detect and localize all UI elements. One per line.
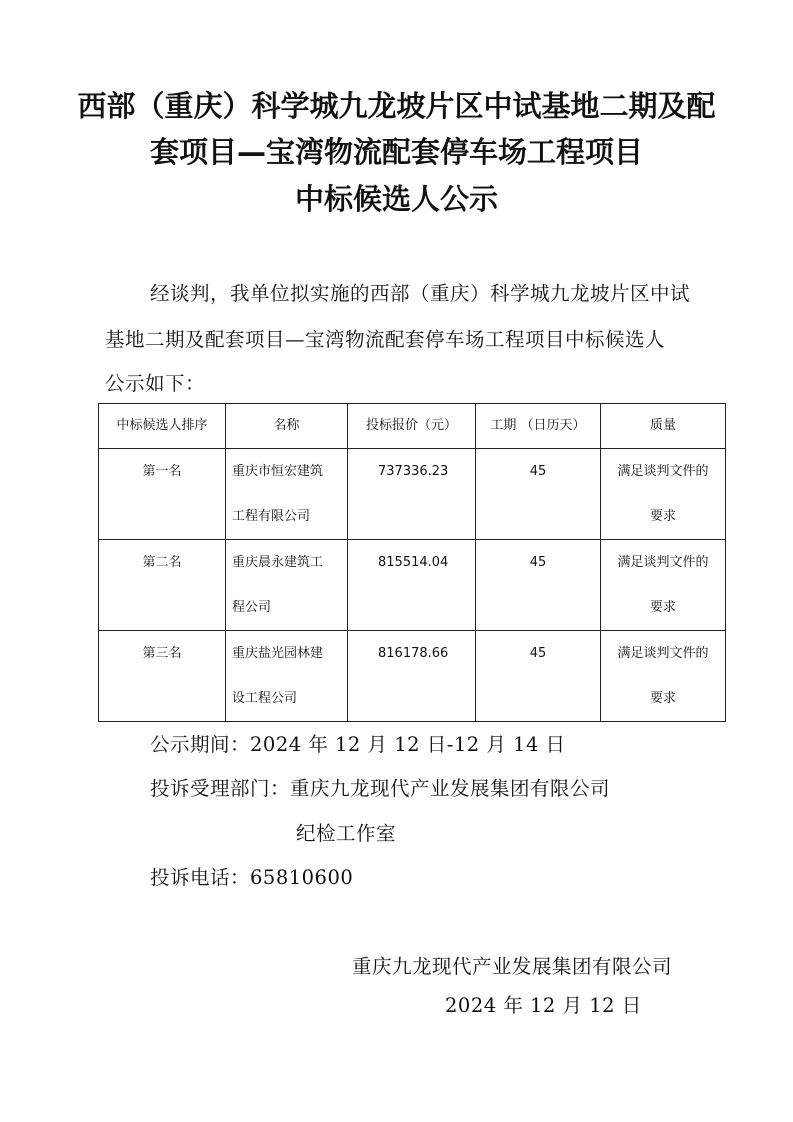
intro-line-2: 基地二期及配套项目—宝湾物流配套停车场工程项目中标候选人 [105, 328, 666, 351]
notice-complaint-phone: 投诉电话：65810600 [150, 866, 354, 889]
cell-rank: 第三名 [99, 631, 226, 722]
quality-line: 满足谈判文件的 [617, 555, 709, 570]
cell-period: 45 [476, 449, 601, 540]
notice-period: 公示期间：2024 年 12 月 12 日-12 月 14 日 [150, 733, 566, 756]
cell-quality [601, 540, 726, 631]
cell-period: 45 [476, 631, 601, 722]
title-line-1: 西部（重庆）科学城九龙坡片区中试基地二期及配 [77, 89, 716, 123]
table-row [99, 540, 726, 631]
cell-name [226, 449, 348, 540]
name-line: 程公司 [232, 600, 272, 615]
notice-complaint-dept: 投诉受理部门：重庆九龙现代产业发展集团有限公司 [150, 777, 611, 800]
header-quality: 质量 [601, 404, 726, 449]
notice-complaint-dept-office: 纪检工作室 [296, 822, 397, 845]
name-line: 重庆市恒宏建筑 [232, 464, 324, 479]
cell-price: 816178.66 [348, 631, 476, 722]
header-name: 名称 [226, 404, 348, 449]
quality-line: 满足谈判文件的 [617, 464, 709, 479]
signature-org: 重庆九龙现代产业发展集团有限公司 [352, 955, 673, 978]
cell-price: 737336.23 [348, 449, 476, 540]
quality-line: 要求 [649, 600, 676, 615]
quality-line: 要求 [649, 691, 676, 706]
cell-name [226, 540, 348, 631]
cell-rank: 第二名 [99, 540, 226, 631]
header-rank: 中标候选人排序 [99, 404, 226, 449]
name-line: 设工程公司 [232, 691, 298, 706]
quality-line: 要求 [649, 509, 676, 524]
name-line: 工程有限公司 [232, 509, 311, 524]
table-row [99, 449, 726, 540]
name-line: 重庆盐光园林建 [232, 646, 324, 661]
title-line-3: 中标候选人公示 [294, 182, 498, 216]
cell-quality [601, 449, 726, 540]
candidates-table [98, 403, 726, 722]
intro-line-1: 经谈判，我单位拟实施的西部（重庆）科学城九龙坡片区中试 [150, 282, 691, 305]
table-header-row [99, 404, 726, 449]
intro-line-3: 公示如下： [105, 372, 206, 395]
signature-date: 2024 年 12 月 12 日 [445, 994, 642, 1017]
cell-rank: 第一名 [99, 449, 226, 540]
cell-price: 815514.04 [348, 540, 476, 631]
quality-line: 满足谈判文件的 [617, 646, 709, 661]
cell-name [226, 631, 348, 722]
header-period: 工期 （日历天） [476, 404, 601, 449]
header-price: 投标报价（元） [348, 404, 476, 449]
title-line-2: 套项目—宝湾物流配套停车场工程项目 [149, 135, 643, 169]
cell-quality [601, 631, 726, 722]
table-row [99, 631, 726, 722]
name-line: 重庆晨永建筑工 [232, 555, 324, 570]
cell-period: 45 [476, 540, 601, 631]
